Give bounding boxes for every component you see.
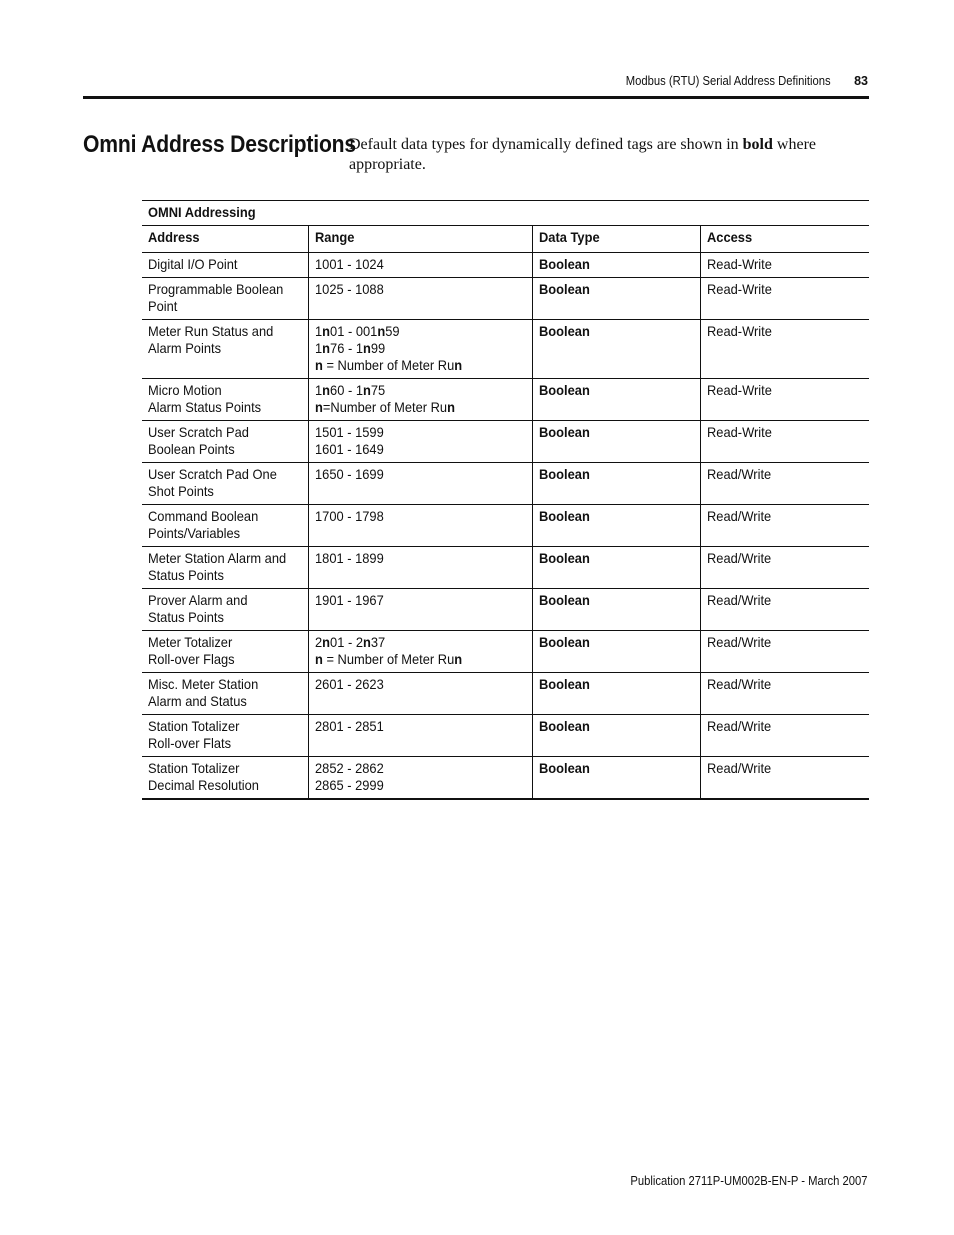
table-row — [142, 463, 869, 505]
range-line: 1650 - 1699 — [314, 466, 384, 482]
data-type-cell — [532, 320, 700, 379]
range-cell — [308, 547, 532, 589]
address-cell — [142, 320, 308, 379]
data-type-cell — [532, 547, 700, 589]
table-row — [142, 253, 869, 278]
running-header — [0, 74, 868, 92]
range-cell — [308, 673, 532, 715]
range-line: 1n01 - 001n59 — [314, 323, 400, 339]
address-line: Decimal Resolution — [148, 777, 259, 793]
address-line: Command Boolean — [148, 508, 259, 524]
data-type-value: Boolean — [538, 760, 590, 776]
table-row — [142, 379, 869, 421]
table-row — [142, 589, 869, 631]
range-cell — [308, 278, 532, 320]
access-value: Read/Write — [706, 634, 771, 650]
data-type-cell — [532, 715, 700, 757]
address-line: User Scratch Pad One — [148, 466, 277, 482]
address-cell — [142, 547, 308, 589]
data-type-value: Boolean — [538, 634, 590, 650]
access-cell — [700, 505, 869, 547]
publication-footer: Publication 2711P-UM002B-EN-P - March 2007 — [630, 1174, 868, 1188]
access-value: Read/Write — [706, 676, 771, 692]
address-cell — [142, 278, 308, 320]
column-header-address: Address — [142, 226, 308, 253]
data-type-cell — [532, 631, 700, 673]
access-value: Read/Write — [706, 466, 771, 482]
address-cell — [142, 421, 308, 463]
header-rule — [83, 96, 869, 99]
access-cell — [700, 757, 869, 800]
table-row — [142, 421, 869, 463]
address-line: Alarm Status Points — [148, 399, 262, 415]
data-type-value: Boolean — [538, 466, 590, 482]
range-cell — [308, 715, 532, 757]
table-row — [142, 278, 869, 320]
table-header-row — [142, 226, 869, 253]
address-line: Alarm Points — [148, 340, 222, 356]
data-type-cell — [532, 673, 700, 715]
header-section-title: Modbus (RTU) Serial Address Definitions — [626, 74, 831, 88]
range-line: 1n76 - 1n99 — [314, 340, 385, 356]
table-row — [142, 757, 869, 800]
range-cell — [308, 253, 532, 278]
table-row — [142, 505, 869, 547]
range-line: 2852 - 2862 — [314, 760, 384, 776]
intro-paragraph — [349, 135, 849, 175]
address-cell — [142, 631, 308, 673]
access-cell — [700, 547, 869, 589]
access-value: Read-Write — [706, 382, 772, 398]
data-type-value: Boolean — [538, 382, 590, 398]
address-line: Meter Station Alarm and — [148, 550, 287, 566]
range-cell — [308, 379, 532, 421]
data-type-cell — [532, 379, 700, 421]
address-line: Micro Motion — [148, 382, 222, 398]
data-type-cell — [532, 757, 700, 800]
address-line: Meter Totalizer — [148, 634, 233, 650]
range-cell — [308, 320, 532, 379]
access-cell — [700, 631, 869, 673]
data-type-value: Boolean — [538, 550, 590, 566]
table-body — [142, 253, 869, 800]
section-heading: Omni Address Descriptions — [83, 131, 356, 158]
access-cell — [700, 715, 869, 757]
address-line: Digital I/O Point — [148, 256, 238, 272]
range-line: n = Number of Meter Run — [314, 357, 462, 373]
address-line: Alarm and Status — [148, 693, 247, 709]
range-line: 1501 - 1599 — [314, 424, 384, 440]
range-cell — [308, 463, 532, 505]
table-row — [142, 547, 869, 589]
data-type-value: Boolean — [538, 592, 590, 608]
address-line: Misc. Meter Station — [148, 676, 259, 692]
access-cell — [700, 463, 869, 505]
address-cell — [142, 757, 308, 800]
data-type-cell — [532, 589, 700, 631]
range-line: 2865 - 2999 — [314, 777, 384, 793]
range-line: 1901 - 1967 — [314, 592, 384, 608]
column-header-data-type: Data Type — [532, 226, 700, 253]
access-value: Read/Write — [706, 550, 771, 566]
intro-text: Default data types for dynamically defined tags are shown in — [349, 136, 743, 153]
range-line: 1n60 - 1n75 — [314, 382, 385, 398]
address-line: Status Points — [148, 567, 224, 583]
range-cell — [308, 757, 532, 800]
column-header-range: Range — [308, 226, 532, 253]
address-line: Point — [148, 298, 178, 314]
range-cell — [308, 631, 532, 673]
page-number: 83 — [854, 74, 868, 88]
column-header-access: Access — [700, 226, 869, 253]
address-line: Station Totalizer — [148, 760, 240, 776]
address-cell — [142, 253, 308, 278]
range-line: 2n01 - 2n37 — [314, 634, 385, 650]
data-type-value: Boolean — [538, 281, 590, 297]
data-type-value: Boolean — [538, 323, 590, 339]
address-line: Programmable Boolean — [148, 281, 284, 297]
data-type-cell — [532, 505, 700, 547]
range-cell — [308, 421, 532, 463]
address-line: Shot Points — [148, 483, 214, 499]
range-line: 1700 - 1798 — [314, 508, 384, 524]
address-cell — [142, 463, 308, 505]
range-line: 1001 - 1024 — [314, 256, 384, 272]
range-line: n = Number of Meter Run — [314, 651, 462, 667]
table-caption-row — [142, 201, 869, 226]
address-line: Roll-over Flags — [148, 651, 235, 667]
table-caption: OMNI Addressing — [142, 201, 869, 226]
address-cell — [142, 715, 308, 757]
address-cell — [142, 379, 308, 421]
range-line: 2601 - 2623 — [314, 676, 384, 692]
access-value: Read-Write — [706, 424, 772, 440]
access-cell — [700, 278, 869, 320]
access-cell — [700, 589, 869, 631]
address-line: Roll-over Flats — [148, 735, 232, 751]
range-line: 2801 - 2851 — [314, 718, 384, 734]
access-cell — [700, 253, 869, 278]
access-cell — [700, 379, 869, 421]
table-row — [142, 715, 869, 757]
range-line: 1025 - 1088 — [314, 281, 384, 297]
range-line: 1601 - 1649 — [314, 441, 384, 457]
data-type-value: Boolean — [538, 718, 590, 734]
access-value: Read/Write — [706, 508, 771, 524]
access-value: Read-Write — [706, 323, 772, 339]
address-cell — [142, 589, 308, 631]
address-line: Status Points — [148, 609, 224, 625]
omni-addressing-table — [142, 200, 869, 800]
access-value: Read-Write — [706, 256, 772, 272]
address-line: User Scratch Pad — [148, 424, 249, 440]
data-type-cell — [532, 421, 700, 463]
access-cell — [700, 421, 869, 463]
access-value: Read/Write — [706, 760, 771, 776]
data-type-cell — [532, 463, 700, 505]
address-line: Meter Run Status and — [148, 323, 274, 339]
data-type-value: Boolean — [538, 256, 590, 272]
address-cell — [142, 673, 308, 715]
intro-text-end: where appropriate. — [349, 136, 816, 173]
address-line: Boolean Points — [148, 441, 235, 457]
table-row — [142, 673, 869, 715]
access-cell — [700, 673, 869, 715]
range-line: 1801 - 1899 — [314, 550, 384, 566]
table-row — [142, 631, 869, 673]
data-type-value: Boolean — [538, 676, 590, 692]
access-value: Read-Write — [706, 281, 772, 297]
range-line: n=Number of Meter Run — [314, 399, 455, 415]
range-cell — [308, 589, 532, 631]
data-type-cell — [532, 278, 700, 320]
intro-bold-word: bold — [742, 136, 773, 153]
address-cell — [142, 505, 308, 547]
access-cell — [700, 320, 869, 379]
data-type-value: Boolean — [538, 508, 590, 524]
data-type-value: Boolean — [538, 424, 590, 440]
access-value: Read/Write — [706, 592, 771, 608]
address-line: Station Totalizer — [148, 718, 240, 734]
data-type-cell — [532, 253, 700, 278]
access-value: Read/Write — [706, 718, 771, 734]
address-line: Prover Alarm and — [148, 592, 248, 608]
address-line: Points/Variables — [148, 525, 241, 541]
range-cell — [308, 505, 532, 547]
table-row — [142, 320, 869, 379]
